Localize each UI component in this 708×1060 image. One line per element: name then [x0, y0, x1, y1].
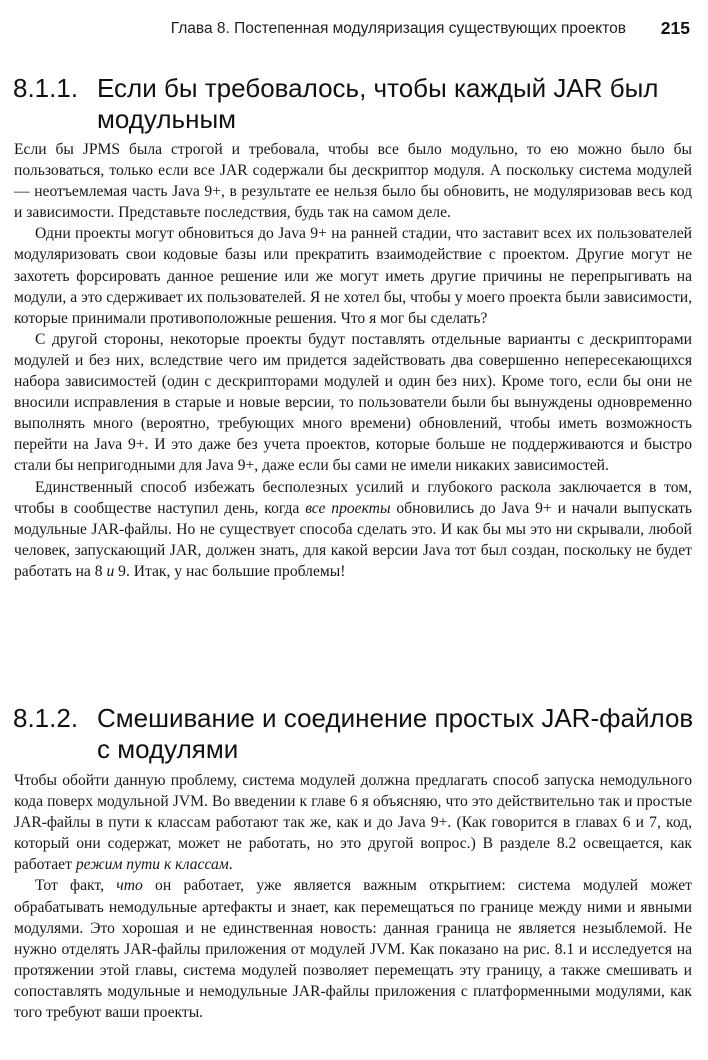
running-title: Глава 8. Постепенная модуляризация существующих проектов: [170, 20, 626, 37]
text-run: он работает, уже является важным открытием: система модулей может обрабатывать немодульные артефакты и знает, как перемещаться по границе между ними и явными модулями. Это хорошая и не единственная новость: данная граница не является незыблемой. Не нужно отделять JAR-файлы приложения от модулей JVM. Как показано на рис. 8.1 и исследуется на протяжении этой главы, система модулей позволяет перемещать эту границу, а также смешивать и сопоставлять модульные и немодульные JAR-файлы приложения с платформенными модулями, как того требуют ваши проекты.: [14, 877, 692, 1022]
emphasis: что: [116, 877, 143, 895]
text-run: Единственный способ избежать бесполезных усилий и глубокого раскола заключается в том, чтобы в сообществе наступил день, когда: [14, 478, 692, 517]
emphasis: все проекты: [305, 499, 391, 517]
section-title: Смешивание и соединение простых JAR-файлов с модулями: [97, 703, 694, 764]
page-header: [0, 18, 708, 44]
paragraph: С другой стороны, некоторые проекты будут поставлять отдельные варианты с дескрипторами модулей и без них, вследствие чего им придется задействовать два совершенно непересекающихся набора зависимостей (один с дескрипторами модулей и один без них). Кроме того, если бы они не вносили исправления в старые и новые версии, то пользователи были бы вынуждены одновременно выполнять много (вероятно, требующих много времени) обновлений, чтобы иметь возможность перейти на Java 9+. И это даже без учета проектов, которые больше не поддерживаются и быстро стали бы непригодными для Java 9+, даже если бы сами не имели никаких зависимостей.: [14, 330, 692, 475]
text-run: .: [228, 856, 233, 874]
text-run: 9. Итак, у нас большие проблемы!: [114, 562, 346, 580]
emphasis: режим пути к классам: [75, 856, 229, 874]
paragraph: Если бы JPMS была строгой и требовала, чтобы все было модульно, то ею можно было бы пользоваться, только если все JAR содержали бы дескриптор модуля. А поскольку система модулей — неотъемлемая часть Java 9+, в результате ее нельзя было бы обновить, не модуляризовав весь код и зависимости. Представьте последствия, будь так на самом деле.: [14, 141, 692, 222]
paragraph: [14, 477, 692, 582]
text-run: обновились до Java 9+ и начали выпускать модульные JAR-файлы. Но не существует способа сделать это. И как бы мы это ни скрывали, любой человек, запускающий JAR, должен знать, для какой версии Java тот был создан, поскольку не будет работать на 8: [14, 499, 693, 580]
text-run: Тот факт,: [35, 877, 117, 895]
section-number: 8.1.1.: [13, 73, 79, 103]
section-title: Если бы требовалось, чтобы каждый JAR был модульным: [97, 73, 659, 134]
paragraph: [14, 770, 692, 875]
page-number: 215: [660, 18, 690, 38]
emphasis: и: [106, 562, 115, 580]
paragraph: Одни проекты могут обновиться до Java 9+ на ранней стадии, что заставит всех их пользователей модуляризовать свои кодовые базы или прекратить взаимодействие с проектом. Другие могут не захотеть форсировать данное решение или же могут иметь другие причины не перепрыгивать на модули, а это сдерживает их пользователей. Я не хотел бы, чтобы у моего проекта были зависимости, которые принимали противоположные решения. Что я мог бы сделать?: [14, 225, 692, 327]
text-run: Чтобы обойти данную проблему, система модулей должна предлагать способ запуска немодульного кода поверх модульной JVM. Во введении к главе 6 я объясняю, что это действительно так и простые JAR-файлы в пути к классам работают так же, как и до Java 9+. (Как говорится в главах 6 и 7, код, который они содержат, может не работать, но это другой вопрос.) В разделе 8.2 освещается, как работает: [14, 772, 692, 874]
paragraph: [14, 875, 692, 1023]
section-body-8-1-2: [14, 770, 692, 1023]
section-number: 8.1.2.: [13, 703, 79, 733]
section-heading-8-1-2: [13, 703, 698, 765]
section-heading-8-1-1: [13, 73, 698, 135]
section-body-8-1-1: [14, 139, 692, 582]
